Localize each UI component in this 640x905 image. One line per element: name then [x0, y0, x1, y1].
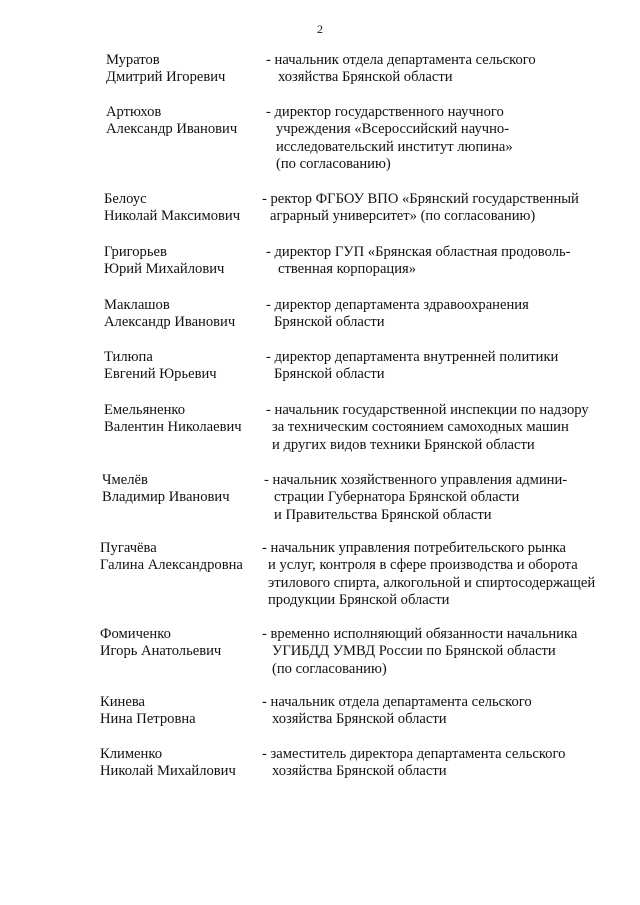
page-number: 2	[317, 22, 323, 36]
member-given-name: Владимир Иванович	[102, 489, 230, 506]
member-position: - начальник отдела департамента сельского	[266, 52, 536, 68]
member-given-name: Александр Иванович	[104, 314, 236, 331]
member-position: - директор департамента здравоохранения	[266, 297, 529, 313]
member-surname: Чмелёв	[102, 472, 148, 488]
member-position-continuation: Брянской области	[274, 314, 385, 331]
member-given-name: Николай Михайлович	[100, 763, 236, 780]
member-surname: Фомиченко	[100, 626, 171, 642]
member-position-continuation: хозяйства Брянской области	[272, 763, 447, 780]
member-given-name: Игорь Анатольевич	[100, 643, 222, 660]
member-position-continuation: исследовательский институт люпина»	[276, 138, 513, 155]
member-position-continuation: за техническим состоянием самоходных машин	[272, 419, 569, 436]
member-position: - временно исполняющий обязанности начальника	[262, 626, 578, 642]
member-surname: Маклашов	[104, 297, 170, 313]
member-position-continuation: учреждения «Всероссийский научно-	[276, 121, 510, 138]
member-surname: Клименко	[100, 746, 162, 762]
member-surname: Пугачёва	[100, 540, 157, 556]
member-surname: Муратов	[106, 52, 160, 68]
member-surname: Тилюпа	[104, 349, 153, 365]
member-position-continuation: УГИБДД УМВД России по Брянской области	[272, 643, 556, 660]
member-position-continuation: страции Губернатора Брянской области	[274, 489, 520, 506]
member-given-name: Дмитрий Игоревич	[106, 69, 226, 86]
member-position-continuation: хозяйства Брянской области	[278, 69, 453, 86]
member-position: - директор государственного научного	[266, 104, 504, 120]
member-surname: Белоус	[104, 191, 147, 207]
member-position: - директор департамента внутренней политики	[266, 349, 559, 365]
member-surname: Григорьев	[104, 244, 167, 260]
member-position-continuation: ственная корпорация»	[278, 261, 417, 278]
member-position: - заместитель директора департамента сельского	[262, 746, 566, 762]
member-position-continuation: продукции Брянской области	[268, 592, 450, 609]
member-position-continuation: и Правительства Брянской области	[274, 506, 492, 523]
member-given-name: Галина Александровна	[100, 557, 243, 574]
member-given-name: Валентин Николаевич	[104, 419, 242, 436]
member-position: - начальник государственной инспекции по надзору	[266, 402, 589, 418]
member-position-continuation: (по согласованию)	[272, 660, 387, 677]
member-position: - директор ГУП «Брянская областная продоволь-	[266, 244, 571, 260]
member-given-name: Юрий Михайлович	[104, 261, 225, 278]
member-position-continuation: этилового спирта, алкогольной и спиртосодержащей	[268, 574, 596, 591]
member-position-continuation: и других видов техники Брянской области	[272, 436, 535, 453]
member-given-name: Николай Максимович	[104, 208, 241, 225]
member-position-continuation: Брянской области	[274, 366, 385, 383]
member-position: - начальник отдела департамента сельского	[262, 694, 532, 710]
member-position: - начальник хозяйственного управления админи-	[264, 472, 568, 488]
member-position: - начальник управления потребительского рынка	[262, 540, 566, 556]
member-surname: Кинева	[100, 694, 146, 710]
member-position: - ректор ФГБОУ ВПО «Брянский государственный	[262, 191, 579, 207]
member-given-name: Нина Петровна	[100, 711, 196, 728]
member-position-continuation: аграрный университет» (по согласованию)	[270, 208, 536, 225]
member-position-continuation: и услуг, контроля в сфере производства и оборота	[268, 557, 578, 574]
member-surname: Емельяненко	[104, 402, 186, 418]
member-given-name: Евгений Юрьевич	[104, 366, 217, 383]
member-surname: Артюхов	[106, 104, 162, 120]
member-position-continuation: (по согласованию)	[276, 156, 391, 173]
member-position-continuation: хозяйства Брянской области	[272, 711, 447, 728]
member-given-name: Александр Иванович	[106, 121, 238, 138]
